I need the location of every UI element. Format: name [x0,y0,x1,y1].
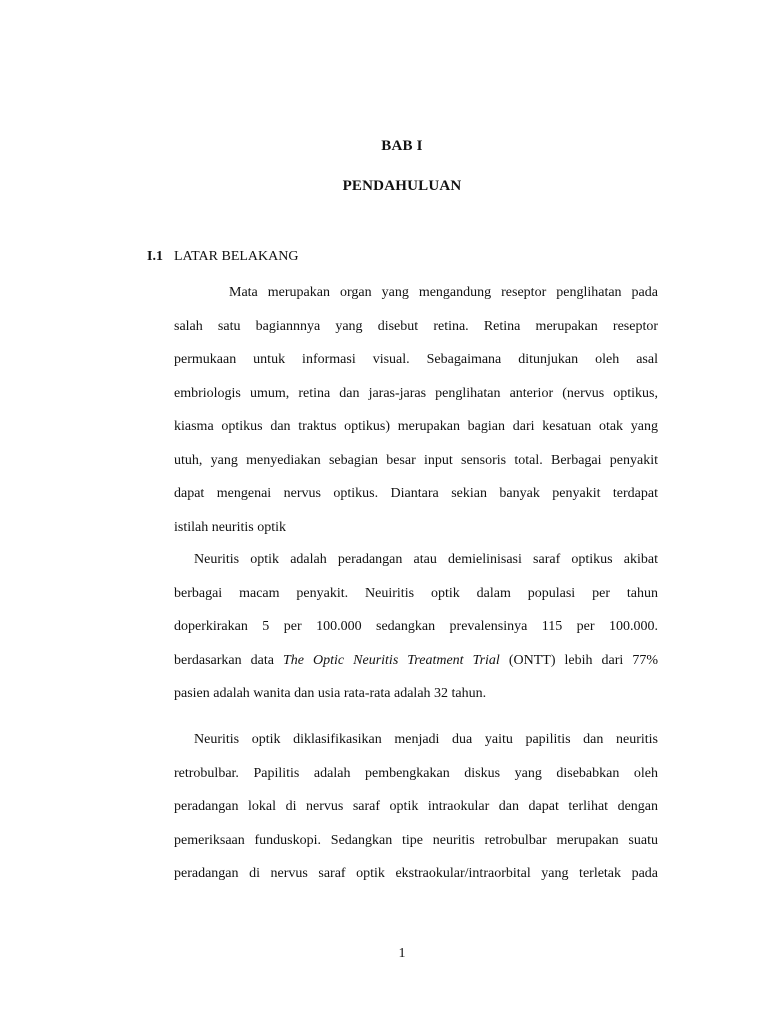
section-title: LATAR BELAKANG [174,249,299,264]
section-number: I.1 [147,249,163,264]
paragraph-line: permukaan untuk informasi visual. Sebagaimana ditunjukan oleh asal [174,352,658,367]
paragraph-line: dapat mengenai nervus optikus. Diantara sekian banyak penyakit terdapat [174,486,658,501]
paragraph-line: kiasma optikus dan traktus optikus) merupakan bagian dari kesatuan otak yang [174,419,658,434]
page-number: 1 [398,946,406,961]
paragraph-line: pasien adalah wanita dan usia rata-rata adalah 32 tahun. [174,686,487,701]
paragraph-line: doperkirakan 5 per 100.000 sedangkan prevalensinya 115 per 100.000. [174,619,658,634]
paragraph-line: Neuritis optik adalah peradangan atau demielinisasi saraf optikus akibat [194,552,658,567]
paragraph-line: utuh, yang menyediakan sebagian besar input sensoris total. Berbagai penyakit [174,452,658,468]
chapter-title: BAB I [381,138,423,154]
chapter-subtitle: PENDAHULUAN [342,178,462,194]
paragraph-line: berbagai macam penyakit. Neuiritis optik dalam populasi per tahun [174,585,658,601]
paragraph-2 [174,543,658,711]
paragraph-line: istilah neuritis optik [174,519,286,535]
paragraph-1 [174,276,658,544]
paragraph-line: peradangan lokal di nervus saraf optik intraokular dan dapat terlihat dengan [174,799,658,814]
paragraph-line: Neuritis optik diklasifikasikan menjadi dua yaitu papilitis dan neuritis [194,732,658,747]
paragraph-line: peradangan di nervus saraf optik ekstraokular/intraorbital yang terletak pada [174,866,658,881]
line-text: (ONTT) lebih dari 77% [499,652,658,668]
study-title-italic: The Optic Neuritis Treatment Trial [283,652,500,668]
paragraph-line: salah satu bagiannnya yang disebut retina. Retina merupakan reseptor [174,318,658,334]
paragraph-line: Mata merupakan organ yang mengandung reseptor penglihatan pada [229,285,658,300]
paragraph-line-with-italic [174,644,658,678]
line-text: berdasarkan data [174,652,283,668]
paragraph-line: retrobulbar. Papilitis adalah pembengkakan diskus yang disebabkan oleh [174,765,658,781]
paragraph-line: pemeriksaan funduskopi. Sedangkan tipe neuritis retrobulbar merupakan suatu [174,832,658,848]
paragraph-3 [174,723,658,891]
paragraph-line: embriologis umum, retina dan jaras-jaras penglihatan anterior (nervus optikus, [174,385,658,401]
section-heading [147,249,298,265]
